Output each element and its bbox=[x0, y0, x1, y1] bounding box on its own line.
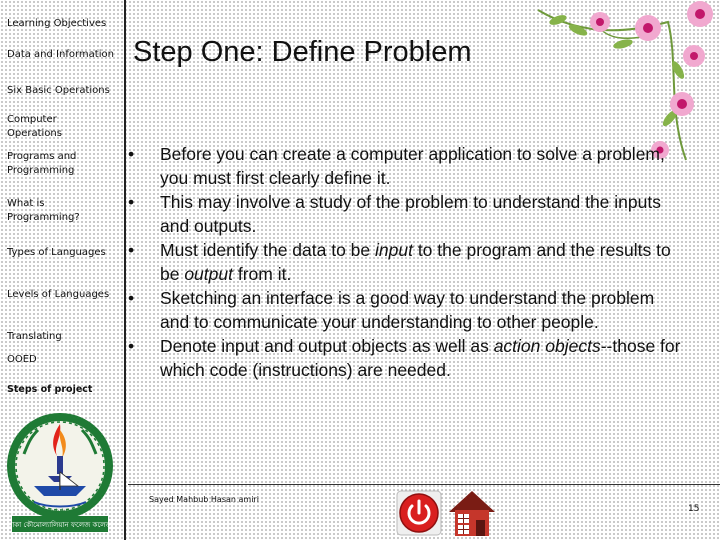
logo-text: ঢাকা কৌমোল্যালিয়ান ফলেজ কলেজ bbox=[8, 521, 112, 529]
sidebar-nav bbox=[0, 0, 126, 540]
sidebar-item-learning-objectives[interactable]: Learning Objectives bbox=[7, 18, 107, 29]
bullet-marker: • bbox=[128, 336, 135, 356]
flower-icon bbox=[670, 92, 694, 116]
slide-title: Step One: Define Problem bbox=[133, 36, 472, 68]
sidebar-item-types-of-languages[interactable]: Types of Languages bbox=[7, 247, 106, 258]
bullet-item bbox=[128, 286, 688, 334]
bullet-item bbox=[128, 334, 688, 382]
bullet-text-part: from it. bbox=[232, 264, 292, 284]
bullet-item bbox=[128, 142, 688, 190]
bullet-marker: • bbox=[128, 192, 135, 212]
bullet-text-part: to the program and the results to be bbox=[160, 240, 671, 284]
sidebar-item-computer-operations[interactable]: Computer Operations bbox=[7, 114, 62, 139]
emphasis-input: input bbox=[375, 240, 413, 260]
flower-icon bbox=[683, 45, 705, 67]
college-logo bbox=[4, 408, 116, 536]
sidebar-item-programs-and-programming[interactable]: Programs and Programming bbox=[7, 151, 77, 176]
sidebar-item-six-basic-operations[interactable]: Six Basic Operations bbox=[7, 85, 110, 96]
bullet-item bbox=[128, 190, 688, 238]
home-icon bbox=[449, 491, 495, 536]
bullet-text bbox=[160, 336, 680, 380]
page-number: 15 bbox=[688, 504, 700, 514]
sidebar-item-ooed[interactable]: OOED bbox=[7, 354, 37, 365]
bullet-text-part: Must identify the data to be bbox=[160, 240, 375, 260]
bullet-marker: • bbox=[128, 144, 135, 164]
bullet-text-part: Denote input and output objects as well as bbox=[160, 336, 494, 356]
bullet-text-part: --those for which code (instructions) are needed. bbox=[160, 336, 681, 380]
sidebar-item-levels-of-languages[interactable]: Levels of Languages bbox=[7, 289, 110, 300]
flower-icon bbox=[590, 12, 610, 32]
footer-divider bbox=[128, 484, 720, 485]
emphasis-output: output bbox=[184, 264, 233, 284]
power-button[interactable] bbox=[396, 490, 442, 536]
bullet-marker: • bbox=[128, 288, 135, 308]
flower-icon bbox=[635, 15, 661, 41]
bullet-text: This may involve a study of the problem to understand the inputs and outputs. bbox=[160, 192, 661, 236]
sidebar-item-data-and-information[interactable]: Data and Information bbox=[7, 49, 114, 60]
bullet-item bbox=[128, 238, 688, 286]
bullet-text bbox=[160, 240, 671, 284]
emphasis-action-objects: action objects bbox=[493, 336, 601, 356]
sidebar-item-what-is-programming[interactable]: What is Programming? bbox=[7, 198, 80, 223]
author-name: Sayed Mahbub Hasan amiri bbox=[149, 495, 259, 504]
bullet-marker: • bbox=[128, 240, 135, 260]
logo-year: ১৯৬০ bbox=[49, 506, 71, 515]
bullet-text: Sketching an interface is a good way to understand the problem and to communicate your understanding to other people. bbox=[160, 288, 655, 332]
sidebar-item-steps-of-project[interactable]: Steps of project bbox=[7, 384, 93, 395]
home-button[interactable] bbox=[447, 488, 497, 538]
bullet-text: Before you can create a computer application to solve a problem, you must first clearly define it. bbox=[160, 144, 665, 188]
flower-icon bbox=[687, 1, 713, 27]
sidebar-item-translating[interactable]: Translating bbox=[7, 331, 62, 342]
bullet-list bbox=[128, 142, 688, 382]
